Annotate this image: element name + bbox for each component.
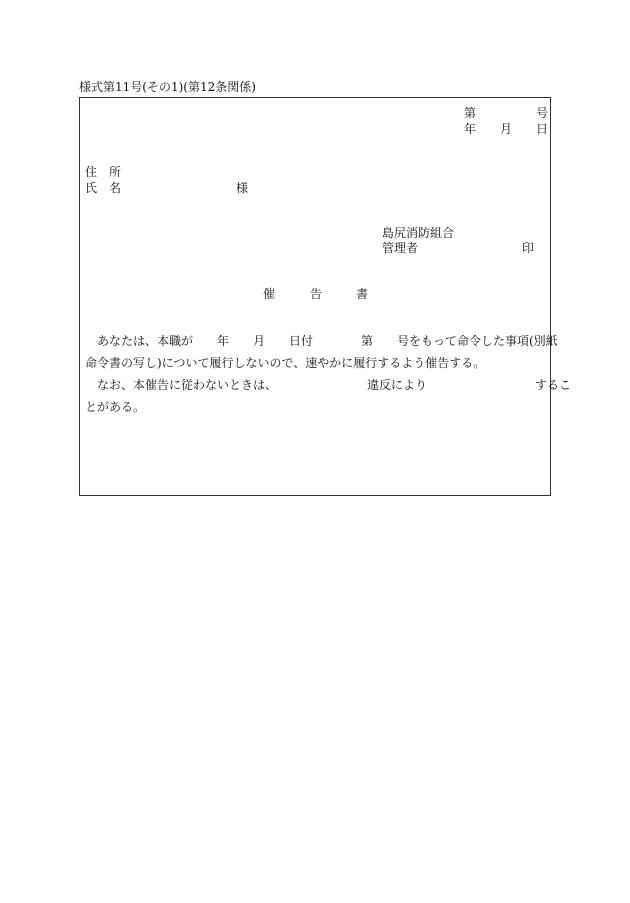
date-month-label: 月 bbox=[500, 122, 513, 136]
form-header: 様式第11号(その1)(第12条関係) bbox=[79, 80, 256, 94]
name-label: 氏 名 bbox=[85, 181, 122, 195]
body-text bbox=[85, 330, 572, 418]
seal-mark: 印 bbox=[522, 241, 535, 255]
body-line-2: 命令書の写し)について履行しないので、速やかに履行するよう催告する。 bbox=[85, 356, 486, 370]
doc-number-dai: 第 bbox=[464, 106, 477, 120]
title-char-sho: 書 bbox=[356, 287, 369, 301]
doc-number-go: 号 bbox=[536, 106, 549, 120]
title-char-koku: 告 bbox=[310, 287, 323, 301]
title-char-sai: 催 bbox=[263, 287, 276, 301]
issuer-manager-label: 管理者 bbox=[382, 241, 419, 255]
body-line-3: なお、本催告に従わないときは、 違反により するこ bbox=[85, 378, 572, 392]
date-year-label: 年 bbox=[464, 122, 477, 136]
honorific-sama: 様 bbox=[236, 181, 249, 195]
body-line-4: とがある。 bbox=[85, 400, 146, 414]
date-day-label: 日 bbox=[536, 122, 549, 136]
issuer-organization: 島尻消防組合 bbox=[382, 226, 455, 240]
body-line-1: あなたは、本職が 年 月 日付 第 号をもって命令した事項(別紙 bbox=[85, 334, 558, 348]
address-label: 住 所 bbox=[85, 165, 122, 179]
